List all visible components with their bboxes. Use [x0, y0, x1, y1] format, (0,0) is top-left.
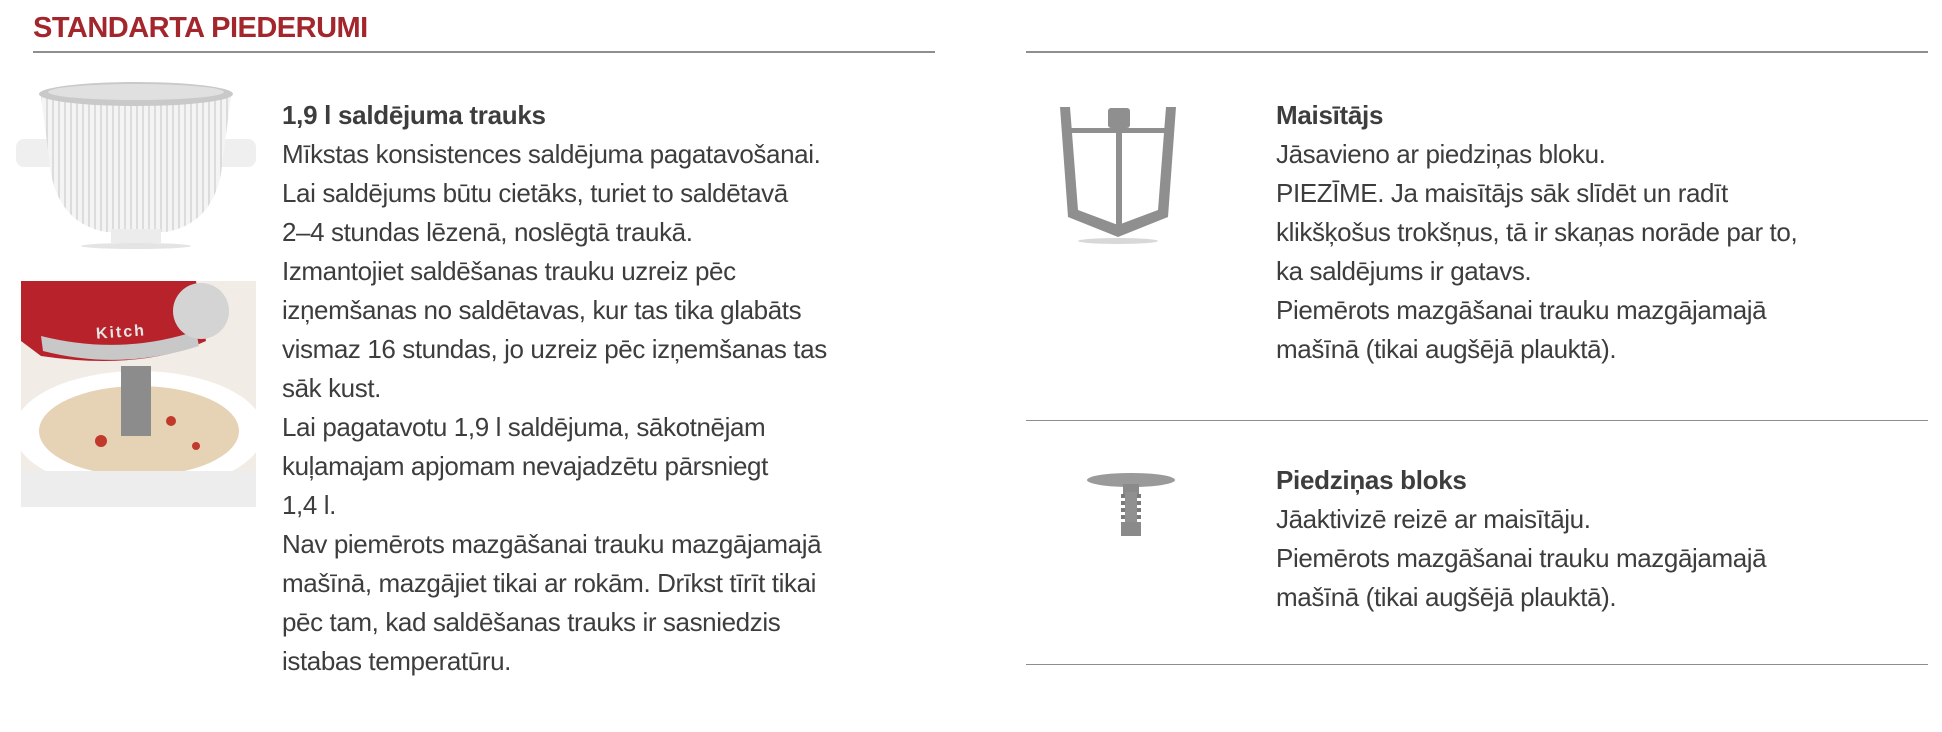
- item-drive-assembly: [1276, 461, 1766, 617]
- bottom-divider: [1026, 664, 1928, 665]
- item-text-line: mašīnā, mazgājiet tikai ar rokām. Drīkst tīrīt tikai: [282, 568, 817, 598]
- item-text-line: Izmantojiet saldēšanas trauku uzreiz pēc: [282, 256, 736, 286]
- item-text-line: Jāsavieno ar piedziņas bloku.: [1276, 139, 1606, 169]
- item-text-line: Nav piemērots mazgāšanai trauku mazgājamajā: [282, 529, 822, 559]
- section-heading: STANDARTA PIEDERUMI: [33, 12, 368, 44]
- item-text-line: Mīkstas konsistences saldējuma pagatavošanai.: [282, 139, 821, 169]
- item-text-line: mašīnā (tikai augšējā plauktā).: [1276, 582, 1617, 612]
- item-dasher: [1276, 96, 1797, 369]
- item-text-line: Lai saldējums būtu cietāks, turiet to saldētavā: [282, 178, 788, 208]
- ice-cream-bowl-image: [16, 74, 256, 249]
- item-text-line: mašīnā (tikai augšējā plauktā).: [1276, 334, 1617, 364]
- item-text-line: Lai pagatavotu 1,9 l saldējuma, sākotnējam: [282, 412, 766, 442]
- item-text-line: sāk kust.: [282, 373, 381, 403]
- drive-assembly-image: [1085, 470, 1177, 545]
- item-text-line: Piemērots mazgāšanai trauku mazgājamajā: [1276, 543, 1767, 573]
- item-ice-cream-bowl: [282, 96, 827, 681]
- item-text-line: kuļamajam apjomam nevajadzētu pārsniegt: [282, 451, 768, 481]
- item-title: Maisītājs: [1276, 100, 1384, 130]
- item-text-line: PIEZĪME. Ja maisītājs sāk slīdēt un radīt: [1276, 178, 1728, 208]
- item-text-line: pēc tam, kad saldēšanas trauks ir sasniedzis: [282, 607, 781, 637]
- item-text-line: Piemērots mazgāšanai trauku mazgājamajā: [1276, 295, 1767, 325]
- item-text-line: ka saldējums ir gatavs.: [1276, 256, 1532, 286]
- dasher-image: [1058, 105, 1178, 245]
- item-text-line: klikšķošus trokšņus, tā ir skaņas norāde par to,: [1276, 217, 1798, 247]
- item-text-line: Jāaktivizē reizē ar maisītāju.: [1276, 504, 1591, 534]
- item-title: Piedziņas bloks: [1276, 465, 1467, 495]
- mixer-in-use-photo: [21, 281, 256, 507]
- item-text-line: 1,4 l.: [282, 490, 336, 520]
- item-text-line: izņemšanas no saldētavas, kur tas tika glabāts: [282, 295, 802, 325]
- item-title: 1,9 l saldējuma trauks: [282, 100, 546, 130]
- heading-divider-left: [33, 51, 935, 53]
- item-text-line: 2–4 stundas lēzenā, noslēgtā traukā.: [282, 217, 693, 247]
- item-divider: [1026, 420, 1928, 421]
- heading-divider-right: [1026, 51, 1928, 53]
- photo-brand-text: Kitch: [95, 322, 147, 343]
- item-text-line: vismaz 16 stundas, jo uzreiz pēc izņemšanas tas: [282, 334, 827, 364]
- item-text-line: istabas temperatūru.: [282, 646, 512, 676]
